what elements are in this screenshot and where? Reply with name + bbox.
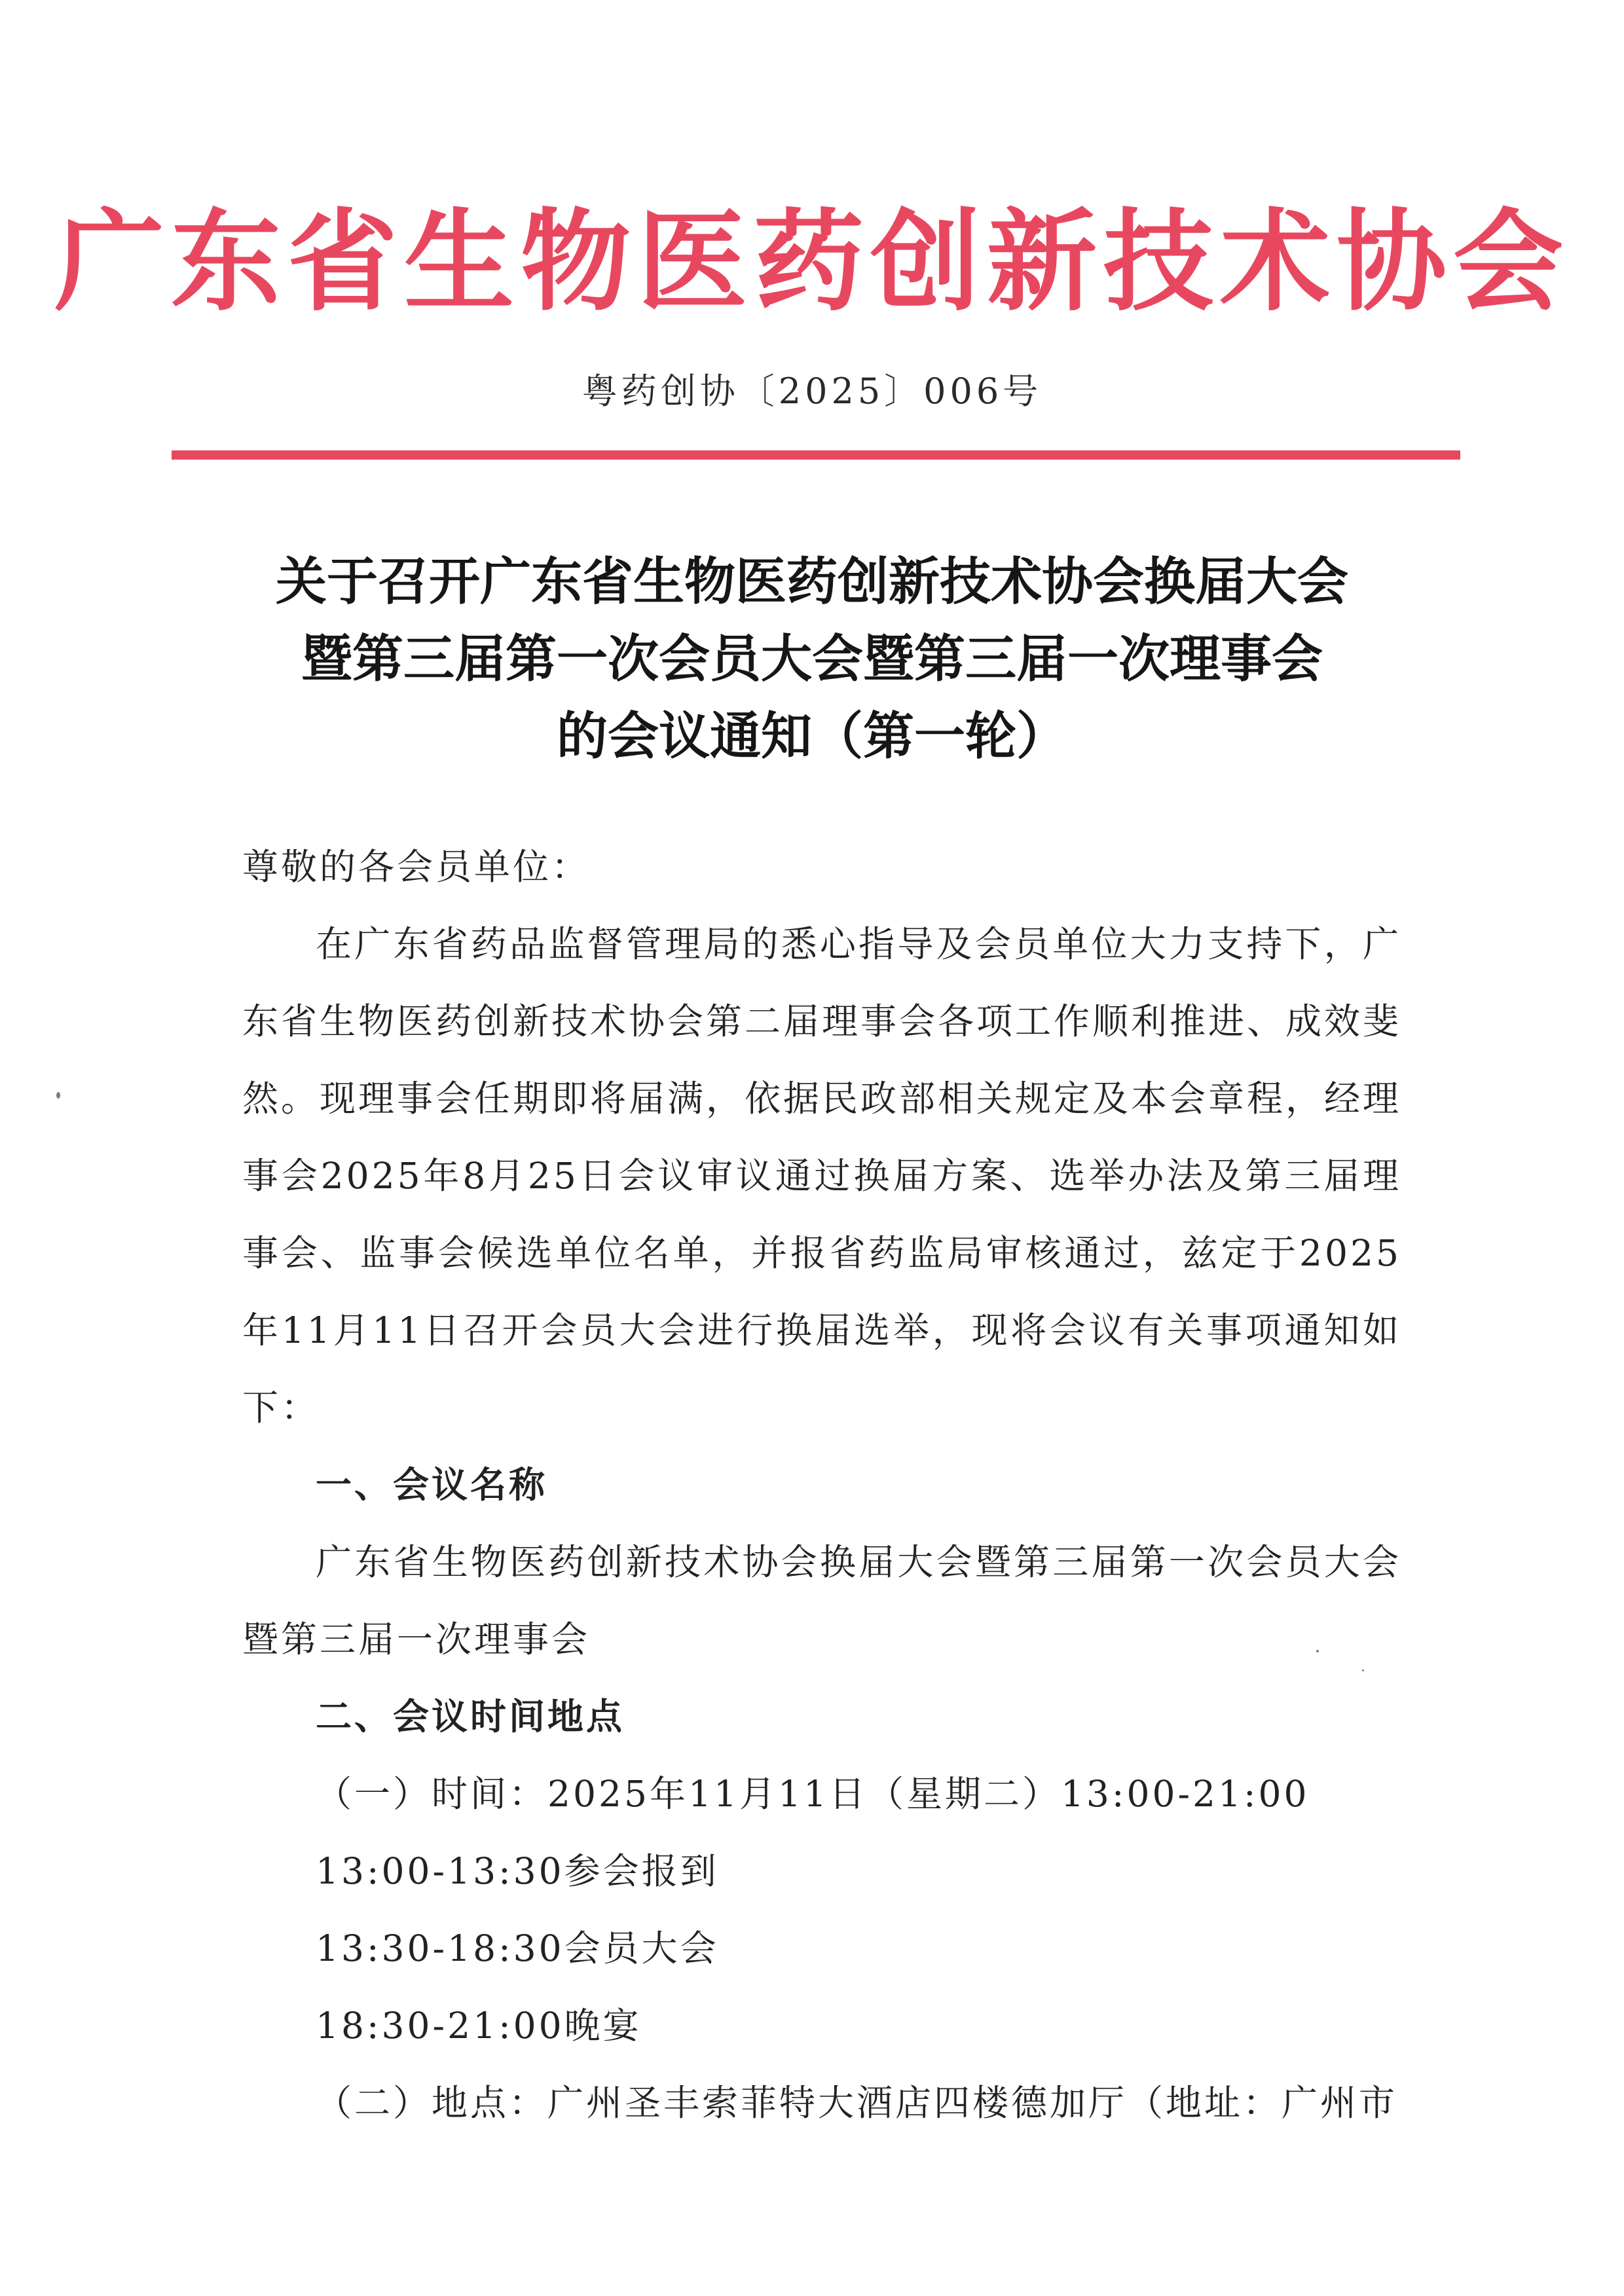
salutation: 尊敬的各会员单位：	[242, 846, 591, 888]
section-1-heading: 一、会议名称	[316, 1463, 548, 1506]
red-divider-rule	[172, 450, 1460, 460]
section-1-text: 广东省生物医药创新技术协会换届大会暨第三届第一次会员大会暨第三届一次理事会	[242, 1541, 1401, 1660]
scan-speck	[56, 1092, 60, 1099]
meeting-time: （一）时间：2025年11月11日（星期二）13:00-21:00	[316, 1773, 1310, 1815]
section-2-heading: 二、会议时间地点	[316, 1695, 625, 1738]
title-line-1: 关于召开广东省生物医药创新技术协会换届大会	[275, 552, 1348, 611]
title-line-2: 暨第三届第一次会员大会暨第三届一次理事会	[301, 629, 1323, 689]
schedule-item: 13:00-13:30参会报到	[316, 1850, 719, 1892]
scan-speck	[1362, 1669, 1364, 1671]
document-number: 粤药创协〔2025〕006号	[581, 371, 1043, 412]
meeting-location: （二）地点：广州圣丰索菲特大酒店四楼德加厅（地址：广州市	[316, 2082, 1398, 2124]
schedule-item: 13:30-18:30会员大会	[316, 1927, 719, 1969]
schedule-item: 18:30-21:00晚宴	[316, 2005, 642, 2047]
scan-speck	[1316, 1650, 1319, 1652]
document-body	[242, 828, 1401, 2141]
title-line-3: 的会议通知（第一轮）	[556, 706, 1067, 766]
organization-letterhead: 广东省生物医药创新技术协会	[54, 198, 1570, 326]
intro-paragraph: 在广东省药品监督管理局的悉心指导及会员单位大力支持下，广东省生物医药创新技术协会第二届理事会各项工作顺利推进、成效斐然。现理事会任期即将届满，依据民政部相关规定及本会章程，经理事会2025年8月25日会议审议通过换届方案、选举办法及第三届理事会、监事会候选单位名单，并报省药监局审核通过，兹定于2025年11月11日召开会员大会进行换届选举，现将会议有关事项通知如下：	[242, 923, 1402, 1429]
document-title	[170, 543, 1454, 775]
